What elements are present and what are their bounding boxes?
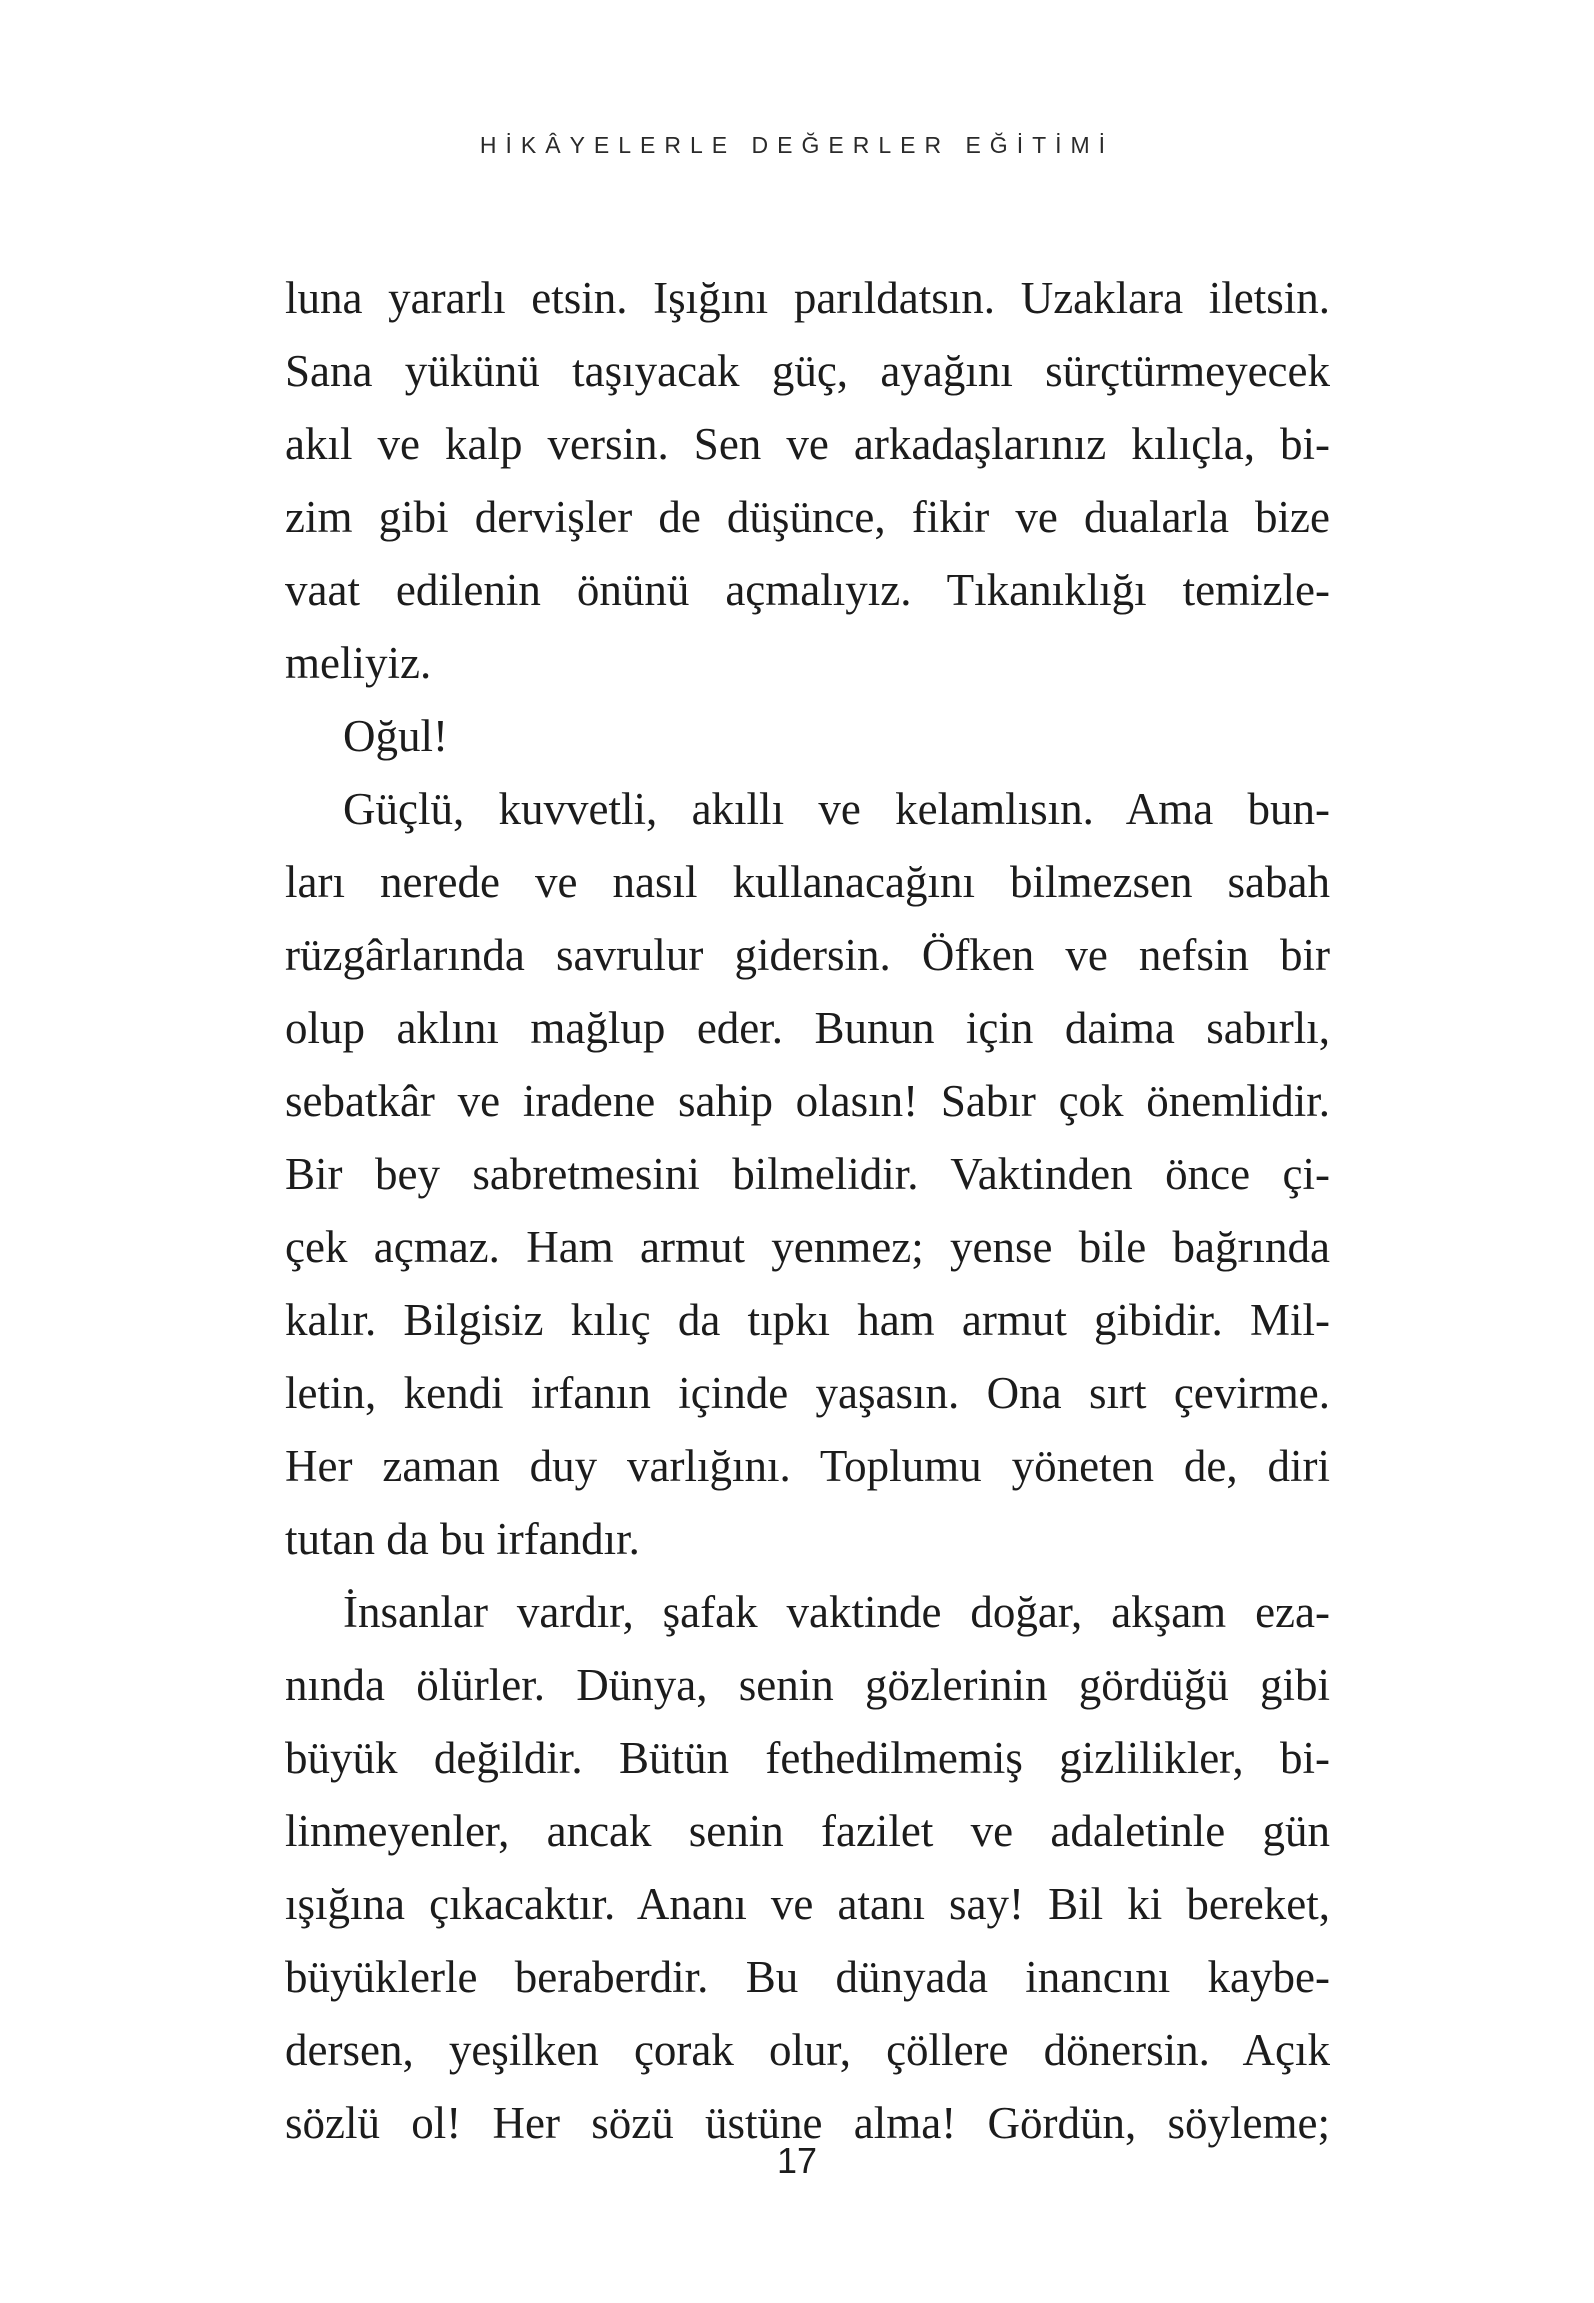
text-line: sebatkâr ve iradene sahip olasın! Sabır çok önemlidir. — [285, 1076, 1330, 1126]
text-line: nında ölürler. Dünya, senin gözlerinin gördüğü gibi — [285, 1660, 1330, 1710]
text-line: luna yararlı etsin. Işığını parıldatsın. Uzaklara iletsin. — [285, 273, 1330, 323]
text-line: Her zaman duy varlığını. Toplumu yöneten de, diri — [285, 1441, 1330, 1491]
text-line: letin, kendi irfanın içinde yaşasın. Ona sırt çevirme. — [285, 1368, 1330, 1418]
text-line: dersen, yeşilken çorak olur, çöllere dönersin. Açık — [285, 2025, 1330, 2075]
text-line: ışığına çıkacaktır. Ananı ve atanı say! Bil ki bereket, — [285, 1879, 1330, 1929]
text-line: çek açmaz. Ham armut yenmez; yense bile bağrında — [285, 1222, 1330, 1272]
text-line: kalır. Bilgisiz kılıç da tıpkı ham armut gibidir. Mil- — [285, 1295, 1330, 1345]
text-line: sözlü ol! Her sözü üstüne alma! Gördün, söyleme; — [285, 2098, 1330, 2148]
text-line: İnsanlar vardır, şafak vaktinde doğar, akşam eza- — [343, 1587, 1330, 1637]
body-text — [285, 262, 1330, 2160]
text-line: tutan da bu irfandır. — [285, 1514, 640, 1564]
text-line: meliyiz. — [285, 638, 432, 688]
text-line: büyüklerle beraberdir. Bu dünyada inancını kaybe- — [285, 1952, 1330, 2002]
text-line: Bir bey sabretmesini bilmelidir. Vaktinden önce çi- — [285, 1149, 1330, 1199]
text-line: olup aklını mağlup eder. Bunun için daima sabırlı, — [285, 1003, 1330, 1053]
text-line: büyük değildir. Bütün fethedilmemiş gizlilikler, bi- — [285, 1733, 1330, 1783]
text-line: rüzgârlarında savrulur gidersin. Öfken ve nefsin bir — [285, 930, 1330, 980]
text-line: ları nerede ve nasıl kullanacağını bilmezsen sabah — [285, 857, 1330, 907]
text-line: zim gibi dervişler de düşünce, fikir ve dualarla bize — [285, 492, 1330, 542]
text-line: Sana yükünü taşıyacak güç, ayağını sürçtürmeyecek — [285, 346, 1330, 396]
text-line: linmeyenler, ancak senin fazilet ve adaletinle gün — [285, 1806, 1330, 1856]
text-line: Oğul! — [343, 711, 448, 761]
page-number: 17 — [776, 2140, 818, 2181]
text-line: Güçlü, kuvvetli, akıllı ve kelamlısın. Ama bun- — [343, 784, 1330, 834]
text-line: akıl ve kalp versin. Sen ve arkadaşlarınız kılıçla, bi- — [285, 419, 1330, 469]
running-header-title: HİKÂYELERLE DEĞERLER EĞİTİMİ — [479, 132, 1115, 158]
text-line: vaat edilenin önünü açmalıyız. Tıkanıklığı temizle- — [285, 565, 1330, 615]
